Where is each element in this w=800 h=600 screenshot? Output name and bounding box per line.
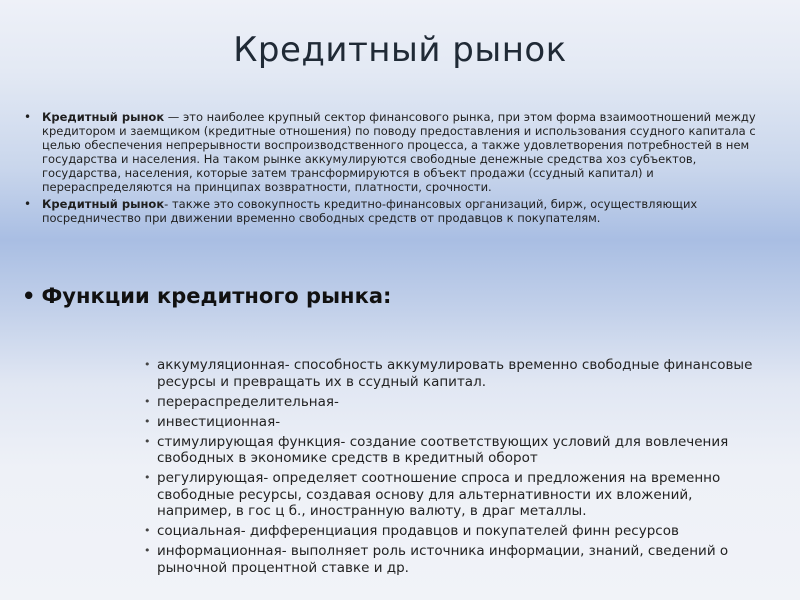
bullet-icon: • bbox=[144, 434, 151, 448]
function-text: социальная- дифференциация продавцов и покупателей финн ресурсов bbox=[157, 523, 679, 539]
definition-term: Кредитный рынок bbox=[42, 110, 165, 124]
function-item bbox=[144, 523, 764, 540]
function-text: перераспределительная- bbox=[157, 393, 339, 410]
function-text: стимулирующая функция- создание соответствующих условий для вовлечения свободных в экономике средств в кредитный оборот bbox=[157, 433, 729, 466]
functions-heading bbox=[22, 284, 391, 308]
definition-item bbox=[24, 110, 764, 194]
function-text: аккумуляционная- способность аккумулировать временно свободные финансовые ресурсы и превращать их в ссудный капитал. bbox=[157, 357, 753, 390]
functions-heading-text: Функции кредитного рынка: bbox=[41, 284, 392, 308]
bullet-icon: • bbox=[144, 358, 151, 371]
bullet-icon: • bbox=[24, 197, 32, 211]
bullet-icon: • bbox=[144, 544, 151, 557]
function-text: регулирующая- определяет соотношение спроса и предложения на временно свободные ресурсы, создавая основу для альтернативности их вложений, например, в гос ц б., иностранную валюту, в драг металлы. bbox=[157, 470, 721, 519]
bullet-icon: • bbox=[144, 414, 151, 428]
bullet-icon: • bbox=[144, 524, 151, 537]
definition-list bbox=[24, 110, 764, 228]
definition-text: - также это совокупность кредитно-финансовых организаций, бирж, осуществляющих посредничество при движении временно свободных средств от продавцов к покупателям. bbox=[42, 197, 698, 225]
definition-text: — это наиболее крупный сектор финансового рынка, при этом форма взаимоотношений между кредитором и заемщиком (кредитные отношения) по поводу предоставления и использования ссудного капитала с целью обеспечения непрерывности воспроизводственного процесса, а также удовлетворения потребностей в нем государства и населения. На таком рынке аккумулируются свободные денежные средства хоз субъектов, государства, населения, которые затем трансформируются в объект продажи (ссудный капитал) и перераспределяются на принципах возвратности, платности, срочности. bbox=[42, 110, 756, 194]
function-item bbox=[144, 470, 764, 520]
function-item bbox=[144, 543, 764, 576]
function-item bbox=[144, 394, 764, 411]
function-item bbox=[144, 414, 764, 431]
function-item bbox=[144, 434, 764, 467]
slide-title: Кредитный рынок bbox=[233, 30, 567, 70]
definition-item bbox=[24, 197, 764, 225]
functions-list bbox=[144, 357, 764, 580]
bullet-icon: • bbox=[24, 110, 32, 124]
bullet-icon: • bbox=[144, 471, 151, 484]
function-item bbox=[144, 357, 764, 390]
function-text: инвестиционная- bbox=[157, 413, 281, 430]
definition-term: Кредитный рынок bbox=[42, 197, 165, 211]
bullet-icon: • bbox=[144, 394, 151, 408]
function-text: информационная- выполняет роль источника информации, знаний, сведений о рыночной процентной ставке и др. bbox=[157, 543, 729, 576]
bullet-icon: • bbox=[22, 284, 36, 308]
